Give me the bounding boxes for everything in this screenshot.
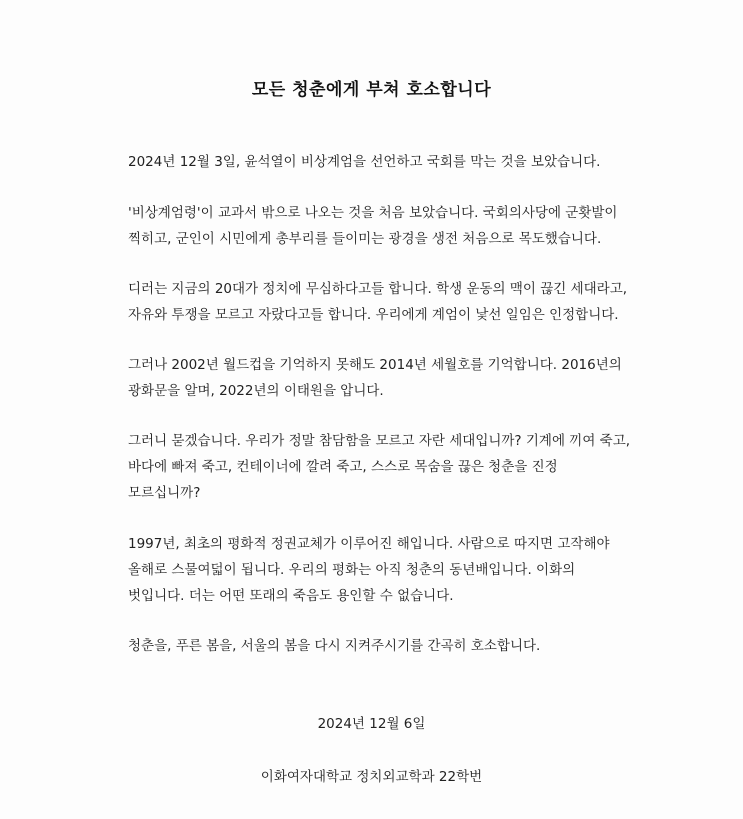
paragraph-2-line-1: '비상계엄령'이 교과서 밖으로 나오는 것을 처음 보았습니다. 국회의사당에 군홧발이 <box>128 205 618 221</box>
paragraph-5-line-3: 모르십니까? <box>128 485 201 501</box>
document-title: 모든 청춘에게 부쳐 호소합니다 <box>251 80 492 100</box>
paragraph-5-line-1: 그러니 묻겠습니다. 우리가 정말 참담함을 모르고 자란 세대입니까? 기계에 끼여 죽고, <box>128 433 631 449</box>
paragraph-6-line-3: 벗입니다. 더는 어떤 또래의 죽음도 용인할 수 없습니다. <box>128 588 454 604</box>
document-date: 2024년 12월 6일 <box>317 716 426 732</box>
paragraph-7-line-1: 청춘을, 푸른 봄을, 서울의 봄을 다시 지켜주시기를 간곡히 호소합니다. <box>128 638 541 654</box>
paragraph-3-line-1: 디러는 지금의 20대가 정치에 무심하다고들 합니다. 학생 운동의 맥이 끊긴 세대라고, <box>128 281 628 297</box>
paragraph-3-line-2: 자유와 투쟁을 모르고 자랐다고들 합니다. 우리에게 계엄이 낯선 일임은 인정합니다. <box>128 307 619 323</box>
paragraph-1-line-1: 2024년 12월 3일, 윤석열이 비상계엄을 선언하고 국회를 막는 것을 보았습니다. <box>128 154 601 170</box>
paragraph-6-line-1: 1997년, 최초의 평화적 정권교체가 이루어진 해입니다. 사람으로 따지면 고작해야 <box>128 536 610 552</box>
paragraph-6-line-2: 올해로 스물여덟이 됩니다. 우리의 평화는 아직 청춘의 동년배입니다. 이화의 <box>128 562 576 578</box>
paragraph-4-line-1: 그러나 2002년 월드컵을 기억하지 못해도 2014년 세월호를 기억합니다. 2016년의 <box>128 357 622 373</box>
paragraph-2-line-2: 찍히고, 군인이 시민에게 총부리를 들이미는 광경을 생전 처음으로 목도했습니다. <box>128 231 602 247</box>
paragraph-4-line-2: 광화문을 알며, 2022년의 이태원을 압니다. <box>128 383 384 399</box>
document-signature: 이화여자대학교 정치외교학과 22학번 <box>260 769 483 785</box>
paragraph-5-line-2: 바다에 빠져 죽고, 컨테이너에 깔려 죽고, 스스로 목숨을 끊은 청춘을 진정 <box>128 459 558 475</box>
